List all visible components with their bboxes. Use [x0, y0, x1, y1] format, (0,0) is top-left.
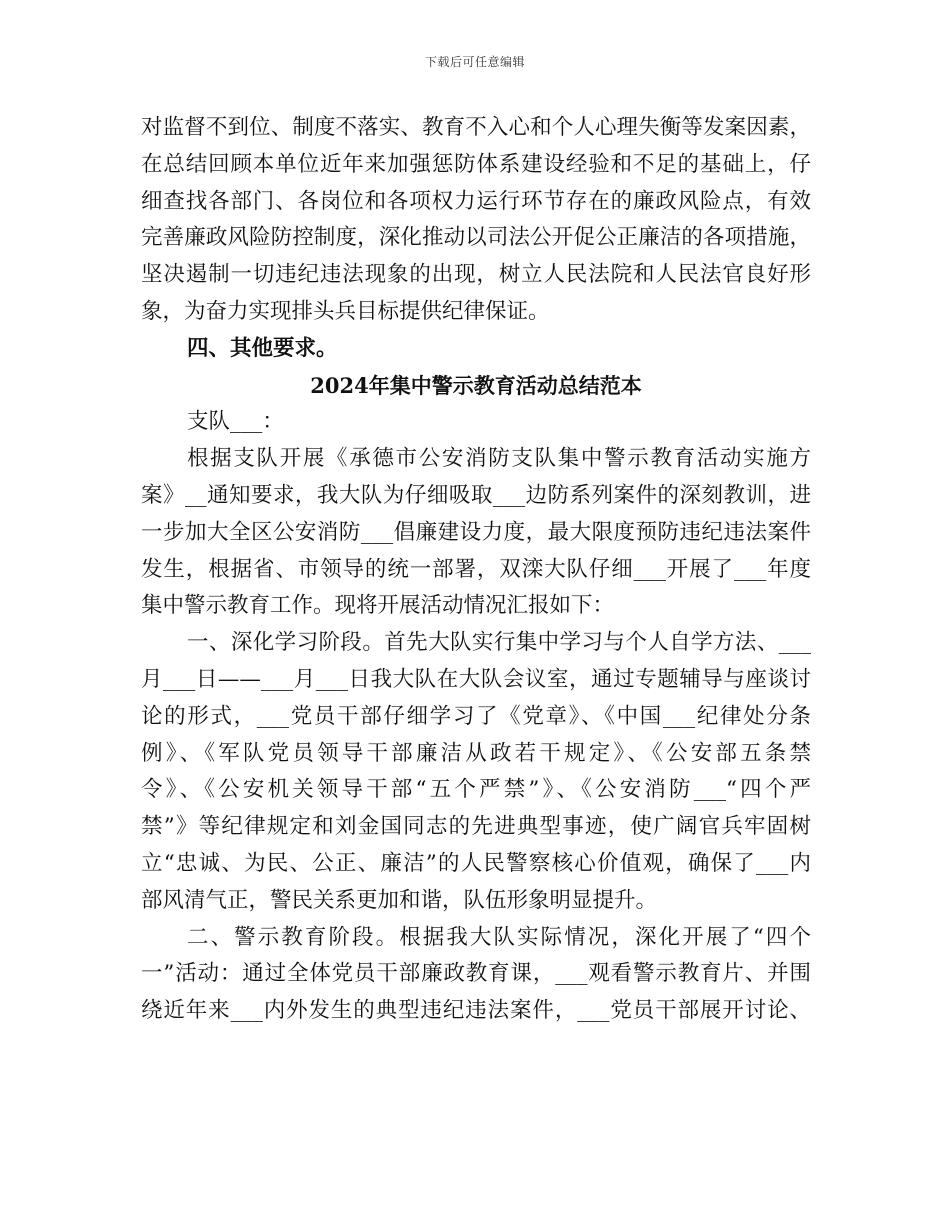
page-header: 下载后可任意编辑: [424, 55, 525, 69]
text-line: 一步加大全区公安消防___倡廉建设力度，最大限度预防违纪违法案件: [141, 519, 811, 545]
text-line: 一、深化学习阶段。首先大队实行集中学习与个人自学方法、___: [187, 630, 811, 656]
salutation: 支队___：: [187, 409, 284, 435]
text-line: 集中警示教育工作。现将开展活动情况汇报如下：: [141, 593, 615, 619]
text-line: 发生，根据省、市领导的统一部署，双滦大队仔细___开展了___年度: [141, 556, 811, 582]
text-line: 细查找各部门、各岗位和各项权力运行环节存在的廉政风险点，有效: [141, 188, 811, 214]
document-body: [141, 110, 811, 1030]
text-line: 禁”》等纪律规定和刘金国同志的先进典型事迹，使广阔官兵牢固树: [141, 814, 811, 840]
document-title: 2024年集中警示教育活动总结范本: [310, 372, 642, 398]
text-line: 例》、《军队党员领导干部廉洁从政若干规定》、《公安部五条禁: [141, 740, 811, 766]
text-line: 坚决遏制一切违纪违法现象的出现，树立人民法院和人民法官良好形: [141, 262, 811, 288]
text-line: 根据支队开展《承德市公安消防支队集中警示教育活动实施方: [187, 446, 811, 472]
text-line: 二、警示教育阶段。根据我大队实际情况，深化开展了“四个: [187, 924, 811, 950]
text-line: 部风清气正，警民关系更加和谐，队伍形象明显提升。: [141, 887, 658, 913]
text-line: 一”活动：通过全体党员干部廉政教育课，___观看警示教育片、并围: [141, 961, 811, 987]
text-line: 月___日——___月___日我大队在大队会议室，通过专题辅导与座谈讨: [141, 666, 811, 692]
text-line: 论的形式，___党员干部仔细学习了《党章》、《中国___纪律处分条: [141, 703, 811, 729]
section-heading: 四、其他要求。: [187, 335, 338, 361]
text-line: 对监督不到位、制度不落实、教育不入心和个人心理失衡等发案因素，: [141, 115, 811, 140]
text-line: 立“忠诚、为民、公正、廉洁”的人民警察核心价值观，确保了___内: [141, 850, 811, 876]
text-line: 案》__通知要求，我大队为仔细吸取___边防系列案件的深刻教训，进: [141, 482, 811, 508]
text-line: 完善廉政风险防控制度，深化推动以司法公开促公正廉洁的各项措施，: [141, 225, 811, 251]
text-line: 令》、《公安机关领导干部“五个严禁”》、《公安消防___“四个严: [141, 777, 811, 803]
text-line: 象，为奋力实现排头兵目标提供纪律保证。: [141, 298, 550, 324]
text-line: 绕近年来___内外发生的典型违纪违法案件，___党员干部展开讨论、: [141, 998, 811, 1024]
text-line: 在总结回顾本单位近年来加强惩防体系建设经验和不足的基础上，仔: [141, 151, 811, 177]
